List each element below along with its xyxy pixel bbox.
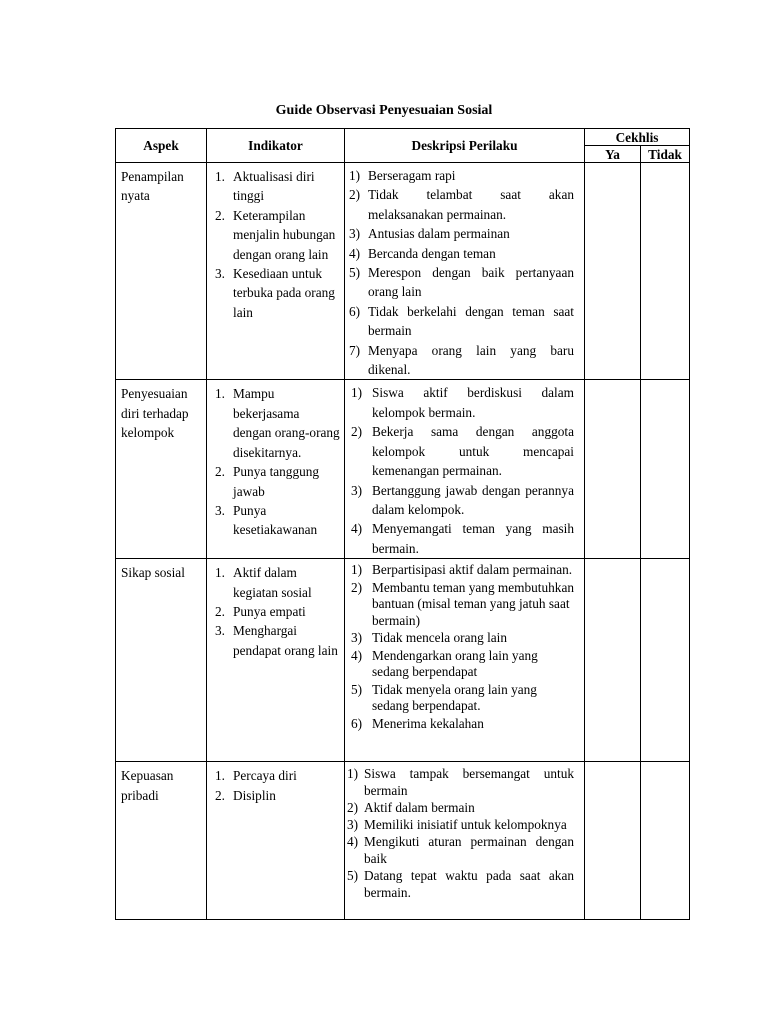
list-item: 2) Bekerja sama dengan anggota kelompok untuk mencapai kemenangan permainan. (351, 424, 574, 479)
list-item: 4) Mengikuti aturan permainan dengan baik (347, 834, 574, 867)
list-item: 2. Disiplin (215, 787, 276, 803)
list-item: 3) Bertanggung jawab dengan perannya dalam kelompok. (351, 482, 574, 517)
list-item: 2. Punya tanggung jawab (215, 464, 320, 499)
list-item: 5) Tidak menyela orang lain yang sedang berpendapat. (351, 681, 537, 714)
list-item: 1. Aktualisasi diri tinggi (215, 169, 315, 204)
list-item: 2. Punya empati (215, 603, 306, 619)
list-item: 2. Keterampilan menjalin hubungan dengan orang lain (215, 207, 336, 262)
list-item: 2) Tidak telambat saat akan melaksanakan permainan. (349, 187, 574, 222)
checkbox-ya-cell[interactable] (585, 762, 641, 920)
deskripsi-cell (345, 762, 585, 920)
list-item: 2) Aktif dalam bermain (347, 800, 475, 816)
list-item: 1) Berseragam rapi (349, 168, 456, 183)
header-deskripsi: Deskripsi Perilaku (345, 129, 585, 163)
list-item: 3) Memiliki inisiatif untuk kelompoknya (347, 817, 567, 833)
list-item: 1) Berpartisipasi aktif dalam permainan. (351, 562, 573, 578)
list-item: 7) Menyapa orang lain yang baru dikenal. (349, 342, 574, 378)
table-row (116, 163, 690, 380)
checkbox-ya-cell[interactable] (585, 559, 641, 762)
aspek-cell: Kepuasan pribadi (116, 762, 207, 920)
list-item: 6) Tidak berkelahi dengan teman saat bermain (349, 303, 574, 339)
list-item: 5) Merespon dengan baik pertanyaan orang lain (349, 265, 574, 300)
deskripsi-cell (345, 380, 585, 559)
aspek-cell: Sikap sosial (116, 559, 207, 762)
aspek-cell: Penyesuaian diri terhadap kelompok (116, 380, 207, 559)
checkbox-ya-cell[interactable] (585, 380, 641, 559)
indikator-cell (207, 559, 345, 762)
table-row (116, 762, 690, 920)
header-indikator: Indikator (207, 129, 345, 163)
list-item: 3) Tidak mencela orang lain (351, 630, 508, 646)
list-item: 3. Menghargai pendapat orang lain (215, 623, 338, 658)
deskripsi-cell (345, 559, 585, 762)
list-item: 4) Menyemangati teman yang masih bermain. (351, 521, 574, 556)
list-item: 1. Aktif dalam kegiatan sosial (215, 565, 312, 600)
list-item: 3) Antusias dalam permainan (349, 226, 510, 242)
observation-table (115, 128, 690, 920)
list-item: 1) Siswa tampak bersemangat untuk bermain (347, 766, 574, 799)
deskripsi-cell (345, 163, 585, 380)
checkbox-ya-cell[interactable] (585, 163, 641, 380)
aspek-cell: Penampilan nyata (116, 163, 207, 380)
indikator-cell (207, 163, 345, 380)
list-item: 1. Percaya diri (215, 768, 297, 784)
table-row (116, 559, 690, 762)
header-cekhlis: Cekhlis (585, 129, 690, 146)
document-title: Guide Observasi Penyesuaian Sosial (275, 103, 493, 118)
indikator-cell (207, 762, 345, 920)
checkbox-tidak-cell[interactable] (641, 762, 690, 920)
checkbox-tidak-cell[interactable] (641, 380, 690, 559)
indikator-cell (207, 380, 345, 559)
checkbox-tidak-cell[interactable] (641, 559, 690, 762)
list-item: 3. Punya kesetiakawanan (215, 502, 318, 538)
list-item: 2) Membantu teman yang membutuhkan bantuan (misal teman yang jatuh saat bermain) (351, 579, 574, 628)
list-item: 3. Kesediaan untuk terbuka pada orang lain (215, 266, 335, 320)
header-aspek: Aspek (116, 129, 207, 163)
checkbox-tidak-cell[interactable] (641, 163, 690, 380)
list-item: 1) Siswa aktif berdiskusi dalam kelompok bermain. (351, 385, 574, 420)
table-row (116, 380, 690, 559)
list-item: 5) Datang tepat waktu pada saat akan bermain. (347, 868, 574, 901)
list-item: 4) Bercanda dengan teman (349, 245, 496, 261)
list-item: 4) Mendengarkan orang lain yang sedang berpendapat (351, 647, 538, 680)
header-ya: Ya (585, 146, 641, 163)
header-tidak: Tidak (641, 146, 690, 163)
list-item: 1. Mampu bekerjasama dengan orang-orang disekitarnya. (215, 386, 340, 460)
list-item: 6) Menerima kekalahan (351, 715, 484, 731)
